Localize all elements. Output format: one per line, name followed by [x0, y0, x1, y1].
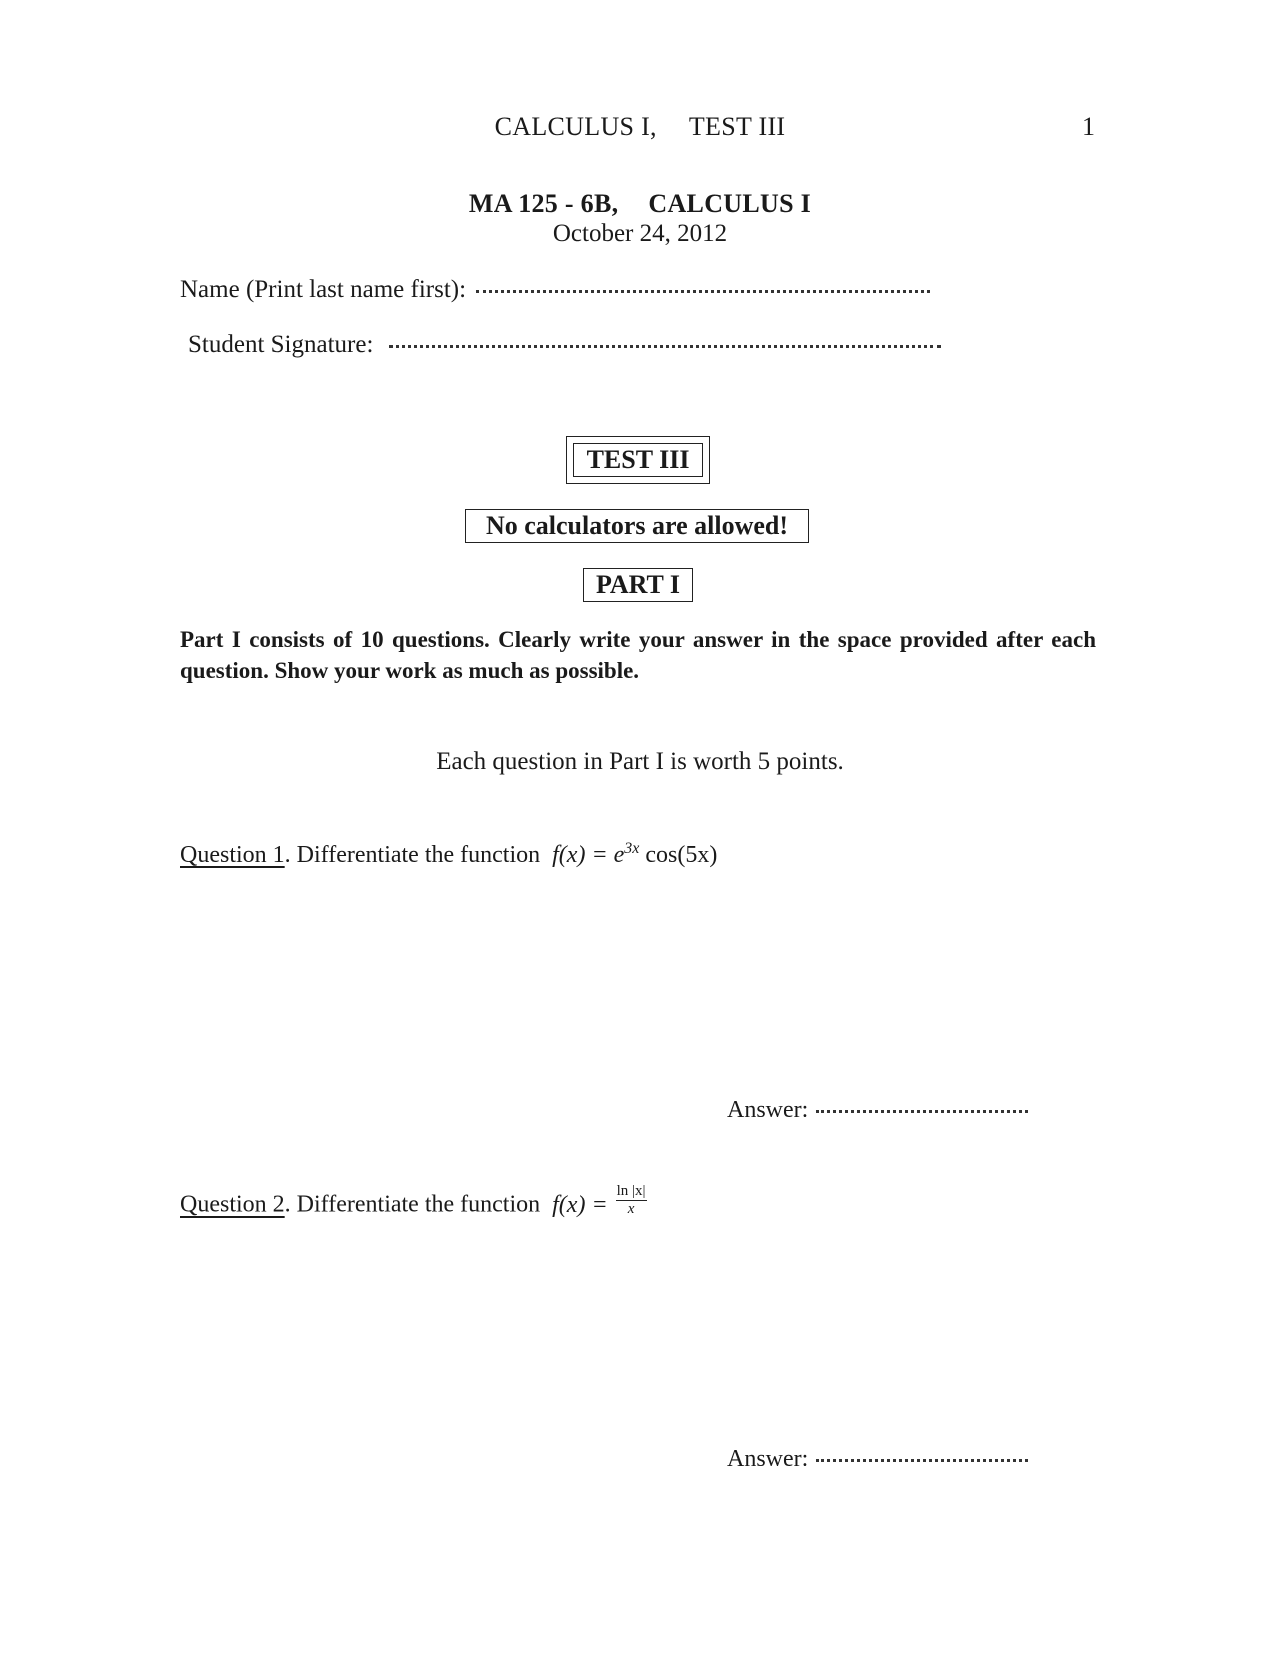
- question-1-formula-rest: cos(5x): [639, 842, 718, 868]
- question-1-answer-row: [727, 1097, 1028, 1124]
- question-1: [180, 840, 717, 869]
- question-2-fraction: [616, 1183, 647, 1217]
- exam-date: October 24, 2012: [552, 220, 728, 247]
- course-title: [0, 189, 1280, 219]
- instructions-paragraph: Part I consists of 10 questions. Clearly write your answer in the space provided after each question. Show your work as much as possible.: [180, 627, 1096, 683]
- name-field-blank[interactable]: [476, 286, 930, 293]
- test-box: TEST III: [573, 443, 703, 477]
- question-1-formula-lhs: f(x) = e: [552, 842, 625, 868]
- question-1-answer-label: Answer:: [727, 1097, 809, 1123]
- points-note: Each question in Part I is worth 5 points.: [436, 748, 844, 775]
- question-1-text: . Differentiate the function: [284, 842, 541, 868]
- question-2-answer-row: [727, 1446, 1028, 1473]
- name-field-row: [180, 276, 930, 304]
- part-box: PART I: [583, 568, 693, 602]
- running-head-course: CALCULUS I,: [494, 112, 657, 141]
- question-2: [180, 1183, 647, 1223]
- question-2-formula-lhs: f(x) =: [552, 1191, 608, 1218]
- name-field-label: Name (Print last name first):: [180, 276, 467, 303]
- question-2-label: Question 2: [180, 1191, 285, 1218]
- question-2-formula: [552, 1183, 646, 1218]
- question-1-formula: [552, 842, 717, 868]
- signature-field-label: Student Signature:: [188, 331, 374, 358]
- page-number: 1: [1082, 112, 1095, 141]
- question-1-label: Question 1: [180, 842, 285, 868]
- question-2-answer-blank[interactable]: [816, 1455, 1028, 1462]
- question-1-answer-blank[interactable]: [816, 1106, 1028, 1113]
- calculator-notice-box: No calculators are allowed!: [465, 509, 809, 543]
- course-code: MA 125 - 6B,: [468, 189, 619, 218]
- question-2-fraction-numerator: ln |x|: [616, 1183, 646, 1199]
- question-2-text: . Differentiate the function: [284, 1191, 541, 1218]
- question-2-answer-label: Answer:: [727, 1446, 809, 1472]
- running-head-test: TEST III: [688, 112, 786, 141]
- signature-field-blank[interactable]: [389, 341, 941, 348]
- signature-field-row: [188, 331, 941, 359]
- course-name: CALCULUS I: [648, 189, 812, 218]
- question-1-formula-exponent: 3x: [624, 840, 640, 857]
- question-2-fraction-denominator: x: [627, 1201, 635, 1217]
